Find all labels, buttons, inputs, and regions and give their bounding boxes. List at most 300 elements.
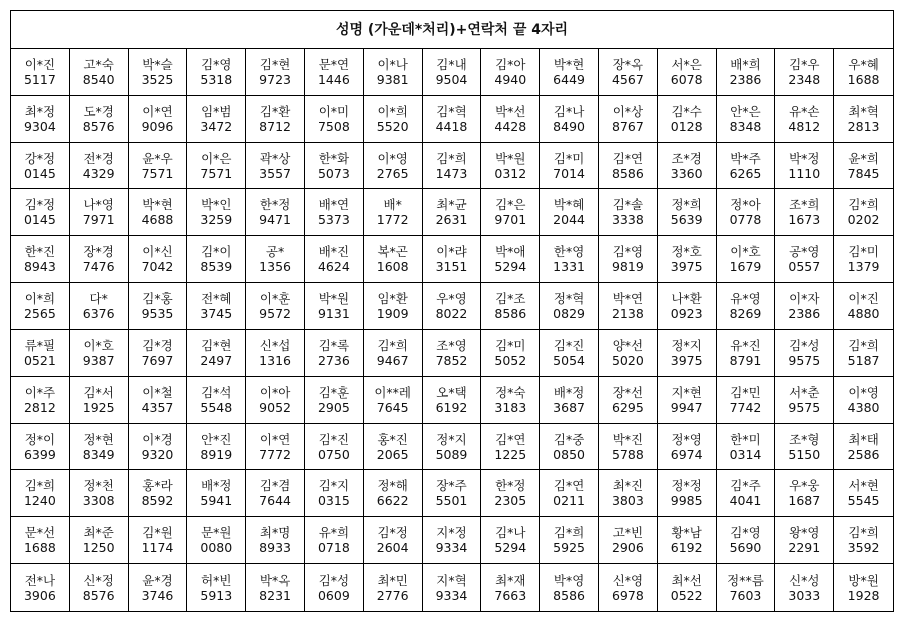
phone-last4: 0718 bbox=[317, 540, 350, 556]
masked-name: 김*정 bbox=[377, 525, 408, 541]
masked-name: 김*성 bbox=[789, 337, 820, 353]
phone-last4: 7042 bbox=[141, 259, 174, 275]
masked-name: 이*희 bbox=[377, 103, 408, 119]
table-cell bbox=[481, 283, 540, 330]
phone-last4: 4812 bbox=[788, 118, 821, 134]
table-cell bbox=[11, 236, 70, 283]
phone-last4: 1772 bbox=[376, 212, 409, 228]
phone-last4: 5073 bbox=[317, 165, 350, 181]
table-cell bbox=[540, 564, 599, 611]
table-cell bbox=[187, 564, 246, 611]
phone-last4: 0145 bbox=[23, 212, 56, 228]
table-cell bbox=[423, 189, 482, 236]
table-cell bbox=[540, 330, 599, 377]
table-cell bbox=[658, 470, 717, 517]
masked-name: 김*희 bbox=[848, 197, 879, 213]
masked-name: 김*희 bbox=[848, 525, 879, 541]
masked-name: 이*훈 bbox=[259, 291, 291, 307]
phone-last4: 9334 bbox=[435, 540, 468, 556]
masked-name: 박*주 bbox=[730, 150, 761, 166]
phone-last4: 6265 bbox=[729, 165, 762, 181]
masked-name: 최*진 bbox=[612, 478, 644, 494]
table-cell bbox=[11, 143, 70, 190]
masked-name: 문*선 bbox=[24, 525, 56, 541]
phone-last4: 1174 bbox=[141, 540, 174, 556]
table-cell bbox=[717, 377, 776, 424]
phone-last4: 4357 bbox=[141, 399, 174, 415]
phone-last4: 5548 bbox=[200, 399, 233, 415]
masked-name: 장*주 bbox=[436, 478, 467, 494]
phone-last4: 0522 bbox=[670, 587, 703, 603]
masked-name: 박*옥 bbox=[259, 572, 291, 588]
phone-last4: 9947 bbox=[670, 399, 703, 415]
phone-last4: 1110 bbox=[788, 165, 821, 181]
masked-name: 방*원 bbox=[848, 572, 879, 588]
masked-name: 이*상 bbox=[612, 103, 644, 119]
masked-name: 우*웅 bbox=[789, 478, 820, 494]
phone-last4: 5294 bbox=[494, 540, 527, 556]
masked-name: 신*성 bbox=[789, 572, 820, 588]
phone-last4: 8767 bbox=[611, 118, 644, 134]
phone-last4: 5052 bbox=[494, 352, 527, 368]
table-cell bbox=[717, 330, 776, 377]
masked-name: 배*희 bbox=[730, 56, 761, 72]
table-cell bbox=[364, 517, 423, 564]
phone-last4: 8540 bbox=[82, 71, 115, 87]
table-cell bbox=[717, 49, 776, 96]
table-cell bbox=[540, 143, 599, 190]
masked-name: 정*아 bbox=[730, 197, 761, 213]
masked-name: 전*경 bbox=[83, 150, 114, 166]
phone-last4: 9575 bbox=[788, 399, 821, 415]
phone-last4: 6192 bbox=[670, 540, 703, 556]
table-cell bbox=[658, 96, 717, 143]
masked-name: 박*연 bbox=[612, 291, 644, 307]
masked-name: 김*진 bbox=[318, 431, 350, 447]
masked-name: 박*애 bbox=[495, 244, 526, 260]
table-cell bbox=[305, 283, 364, 330]
phone-last4: 9575 bbox=[788, 352, 821, 368]
table-cell bbox=[599, 424, 658, 471]
table-cell bbox=[717, 424, 776, 471]
masked-name: 박*정 bbox=[789, 150, 820, 166]
masked-name: 김*아 bbox=[495, 56, 526, 72]
masked-name: 이*자 bbox=[789, 291, 820, 307]
table-cell bbox=[834, 564, 893, 611]
table-cell bbox=[129, 470, 188, 517]
table-cell bbox=[834, 517, 893, 564]
masked-name: 김*영 bbox=[612, 244, 644, 260]
table-cell bbox=[70, 330, 129, 377]
phone-last4: 2305 bbox=[494, 493, 527, 509]
phone-last4: 9096 bbox=[141, 118, 174, 134]
phone-last4: 3033 bbox=[788, 587, 821, 603]
table-cell bbox=[658, 517, 717, 564]
table-cell bbox=[599, 377, 658, 424]
phone-last4: 4940 bbox=[494, 71, 527, 87]
phone-last4: 0557 bbox=[788, 259, 821, 275]
masked-name: 김*연 bbox=[553, 478, 585, 494]
phone-last4: 4688 bbox=[141, 212, 174, 228]
table-cell bbox=[246, 517, 305, 564]
table-cell bbox=[423, 377, 482, 424]
table-cell bbox=[834, 96, 893, 143]
masked-name: 최*준 bbox=[83, 525, 114, 541]
phone-last4: 7571 bbox=[200, 165, 233, 181]
masked-name: 박*영 bbox=[553, 572, 585, 588]
phone-last4: 3183 bbox=[494, 399, 527, 415]
phone-last4: 5020 bbox=[611, 352, 644, 368]
table-cell bbox=[834, 283, 893, 330]
contact-grid bbox=[11, 49, 893, 611]
masked-name: 신*영 bbox=[612, 572, 644, 588]
table-cell bbox=[364, 96, 423, 143]
masked-name: 서*현 bbox=[848, 478, 879, 494]
phone-last4: 1379 bbox=[847, 259, 880, 275]
phone-last4: 1446 bbox=[317, 71, 350, 87]
table-cell bbox=[423, 283, 482, 330]
masked-name: 최*선 bbox=[671, 572, 702, 588]
masked-name: 이*영 bbox=[848, 384, 879, 400]
phone-last4: 5545 bbox=[847, 493, 880, 509]
phone-last4: 6399 bbox=[23, 446, 56, 462]
phone-last4: 2065 bbox=[376, 446, 409, 462]
table-cell bbox=[305, 143, 364, 190]
masked-name: 김*미 bbox=[495, 337, 526, 353]
phone-last4: 2044 bbox=[553, 212, 585, 228]
masked-name: 김*경 bbox=[142, 337, 173, 353]
table-cell bbox=[775, 236, 834, 283]
table-cell bbox=[423, 470, 482, 517]
table-cell bbox=[423, 424, 482, 471]
phone-last4: 9467 bbox=[376, 352, 409, 368]
masked-name: 정*현 bbox=[83, 431, 114, 447]
table-cell bbox=[246, 470, 305, 517]
table-cell bbox=[423, 49, 482, 96]
table-cell bbox=[658, 236, 717, 283]
masked-name: 장*옥 bbox=[612, 56, 644, 72]
phone-last4: 3472 bbox=[200, 118, 233, 134]
phone-last4: 5054 bbox=[553, 352, 585, 368]
masked-name: 이*진 bbox=[848, 291, 879, 307]
table-cell bbox=[70, 377, 129, 424]
masked-name: 김*이 bbox=[201, 244, 232, 260]
table-cell bbox=[246, 424, 305, 471]
masked-name: 임*범 bbox=[201, 103, 232, 119]
masked-name: 이*미 bbox=[318, 103, 350, 119]
masked-name: 김*미 bbox=[848, 244, 879, 260]
table-cell bbox=[599, 564, 658, 611]
phone-last4: 7644 bbox=[259, 493, 291, 509]
phone-last4: 0521 bbox=[23, 352, 56, 368]
masked-name: 김*희 bbox=[24, 478, 56, 494]
masked-name: 김*환 bbox=[259, 103, 291, 119]
phone-last4: 8348 bbox=[729, 118, 762, 134]
masked-name: 김*나 bbox=[553, 103, 585, 119]
masked-name: 김*서 bbox=[83, 384, 114, 400]
table-cell bbox=[540, 49, 599, 96]
table-cell bbox=[658, 330, 717, 377]
table-cell bbox=[481, 96, 540, 143]
phone-last4: 4380 bbox=[847, 399, 880, 415]
table-cell bbox=[775, 424, 834, 471]
masked-name: 최*명 bbox=[259, 525, 291, 541]
table-cell bbox=[599, 517, 658, 564]
masked-name: 정*영 bbox=[671, 431, 702, 447]
phone-last4: 3592 bbox=[847, 540, 880, 556]
table-cell bbox=[364, 424, 423, 471]
masked-name: 다* bbox=[89, 291, 108, 307]
table-cell bbox=[658, 143, 717, 190]
masked-name: 김*홍 bbox=[142, 291, 173, 307]
masked-name: 김*현 bbox=[201, 337, 232, 353]
phone-last4: 7971 bbox=[82, 212, 115, 228]
table-cell bbox=[11, 283, 70, 330]
table-cell bbox=[364, 143, 423, 190]
masked-name: 안*은 bbox=[730, 103, 761, 119]
table-cell bbox=[775, 330, 834, 377]
phone-last4: 2765 bbox=[376, 165, 409, 181]
table-cell bbox=[364, 377, 423, 424]
masked-name: 정*천 bbox=[83, 478, 114, 494]
phone-last4: 3745 bbox=[200, 306, 233, 322]
phone-last4: 4880 bbox=[847, 306, 880, 322]
table-cell bbox=[658, 377, 717, 424]
phone-last4: 7663 bbox=[494, 587, 527, 603]
phone-last4: 1356 bbox=[259, 259, 291, 275]
masked-name: 이*아 bbox=[259, 384, 291, 400]
phone-last4: 2586 bbox=[847, 446, 880, 462]
masked-name: 한*화 bbox=[318, 150, 350, 166]
masked-name: 홍*진 bbox=[377, 431, 408, 447]
table-cell bbox=[540, 424, 599, 471]
masked-name: 한*정 bbox=[259, 197, 291, 213]
phone-last4: 6974 bbox=[670, 446, 703, 462]
table-cell bbox=[423, 564, 482, 611]
phone-last4: 5788 bbox=[611, 446, 644, 462]
masked-name: 신*정 bbox=[83, 572, 114, 588]
table-cell bbox=[187, 143, 246, 190]
phone-last4: 2812 bbox=[23, 399, 56, 415]
masked-name: 정*이 bbox=[24, 431, 56, 447]
table-cell bbox=[129, 283, 188, 330]
table-cell bbox=[481, 470, 540, 517]
phone-last4: 0778 bbox=[729, 212, 762, 228]
table-cell bbox=[364, 330, 423, 377]
table-cell bbox=[305, 377, 364, 424]
phone-last4: 7571 bbox=[141, 165, 174, 181]
masked-name: 강*정 bbox=[24, 150, 56, 166]
masked-name: 한*미 bbox=[730, 431, 761, 447]
table-cell bbox=[775, 377, 834, 424]
phone-last4: 5294 bbox=[494, 259, 527, 275]
masked-name: 조*희 bbox=[789, 197, 820, 213]
table-cell bbox=[658, 283, 717, 330]
contact-table bbox=[10, 10, 894, 612]
masked-name: 배*정 bbox=[201, 478, 232, 494]
table-cell bbox=[540, 189, 599, 236]
phone-last4: 5117 bbox=[23, 71, 56, 87]
table-cell bbox=[481, 49, 540, 96]
masked-name: 이*랴 bbox=[436, 244, 467, 260]
masked-name: 이*신 bbox=[142, 244, 173, 260]
masked-name: 김*주 bbox=[730, 478, 761, 494]
phone-last4: 1679 bbox=[729, 259, 762, 275]
masked-name: 조*영 bbox=[436, 337, 467, 353]
table-cell bbox=[775, 470, 834, 517]
table-cell bbox=[70, 424, 129, 471]
phone-last4: 0829 bbox=[553, 306, 585, 322]
table-cell bbox=[11, 377, 70, 424]
phone-last4: 5520 bbox=[376, 118, 409, 134]
table-cell bbox=[305, 236, 364, 283]
masked-name: 조*형 bbox=[789, 431, 820, 447]
phone-last4: 8943 bbox=[23, 259, 56, 275]
table-cell bbox=[187, 96, 246, 143]
masked-name: 안*진 bbox=[201, 431, 232, 447]
phone-last4: 3906 bbox=[23, 587, 56, 603]
table-cell bbox=[246, 283, 305, 330]
table-cell bbox=[246, 49, 305, 96]
table-cell bbox=[775, 143, 834, 190]
masked-name: 지*현 bbox=[671, 384, 702, 400]
table-cell bbox=[717, 517, 776, 564]
masked-name: 배*정 bbox=[553, 384, 585, 400]
phone-last4: 8712 bbox=[259, 118, 291, 134]
phone-last4: 5501 bbox=[435, 493, 468, 509]
phone-last4: 0850 bbox=[553, 446, 585, 462]
phone-last4: 3687 bbox=[553, 399, 585, 415]
table-cell bbox=[11, 330, 70, 377]
masked-name: 김*원 bbox=[142, 525, 173, 541]
masked-name: 최*균 bbox=[436, 197, 467, 213]
phone-last4: 4329 bbox=[82, 165, 115, 181]
phone-last4: 0202 bbox=[847, 212, 880, 228]
masked-name: 박*현 bbox=[142, 197, 173, 213]
table-cell bbox=[364, 470, 423, 517]
phone-last4: 7697 bbox=[141, 352, 174, 368]
table-cell bbox=[775, 283, 834, 330]
table-cell bbox=[423, 330, 482, 377]
phone-last4: 2905 bbox=[317, 399, 350, 415]
phone-last4: 6295 bbox=[611, 399, 644, 415]
masked-name: 이*영 bbox=[377, 150, 408, 166]
phone-last4: 9334 bbox=[435, 587, 468, 603]
masked-name: 김*영 bbox=[201, 56, 232, 72]
masked-name: 박*원 bbox=[318, 291, 350, 307]
masked-name: 윤*우 bbox=[142, 150, 173, 166]
table-cell bbox=[364, 283, 423, 330]
phone-last4: 0211 bbox=[553, 493, 585, 509]
masked-name: 복*곤 bbox=[377, 244, 408, 260]
table-cell bbox=[129, 189, 188, 236]
phone-last4: 7014 bbox=[553, 165, 585, 181]
masked-name: 허*빈 bbox=[201, 572, 232, 588]
masked-name: 류*필 bbox=[24, 337, 56, 353]
masked-name: 유*영 bbox=[730, 291, 761, 307]
phone-last4: 5925 bbox=[553, 540, 585, 556]
phone-last4: 1473 bbox=[435, 165, 468, 181]
phone-last4: 8933 bbox=[259, 540, 291, 556]
phone-last4: 5318 bbox=[200, 71, 233, 87]
phone-last4: 2497 bbox=[200, 352, 233, 368]
masked-name: 김*겸 bbox=[259, 478, 291, 494]
phone-last4: 8490 bbox=[553, 118, 585, 134]
phone-last4: 1225 bbox=[494, 446, 527, 462]
masked-name: 전*혜 bbox=[201, 291, 232, 307]
phone-last4: 6622 bbox=[376, 493, 409, 509]
masked-name: 우*영 bbox=[436, 291, 467, 307]
masked-name: 최*재 bbox=[495, 572, 526, 588]
table-cell bbox=[305, 517, 364, 564]
table-cell bbox=[364, 189, 423, 236]
table-cell bbox=[246, 236, 305, 283]
phone-last4: 9819 bbox=[611, 259, 644, 275]
masked-name: 김*지 bbox=[318, 478, 350, 494]
masked-name: 이*주 bbox=[24, 384, 56, 400]
phone-last4: 2386 bbox=[788, 306, 821, 322]
masked-name: 임*환 bbox=[377, 291, 408, 307]
table-cell bbox=[187, 424, 246, 471]
table-cell bbox=[834, 377, 893, 424]
phone-last4: 9320 bbox=[141, 446, 174, 462]
masked-name: 나*환 bbox=[671, 291, 702, 307]
masked-name: 지*혁 bbox=[436, 572, 467, 588]
phone-last4: 9572 bbox=[259, 306, 291, 322]
table-cell bbox=[540, 377, 599, 424]
phone-last4: 9701 bbox=[494, 212, 527, 228]
table-cell bbox=[70, 96, 129, 143]
table-cell bbox=[481, 236, 540, 283]
table-cell bbox=[834, 49, 893, 96]
masked-name: 김*록 bbox=[318, 337, 350, 353]
masked-name: 김*미 bbox=[553, 150, 585, 166]
masked-name: 김*솔 bbox=[612, 197, 644, 213]
table-cell bbox=[364, 49, 423, 96]
phone-last4: 8791 bbox=[729, 352, 762, 368]
phone-last4: 0923 bbox=[670, 306, 703, 322]
phone-last4: 6078 bbox=[670, 71, 703, 87]
phone-last4: 3308 bbox=[82, 493, 115, 509]
masked-name: 문*원 bbox=[201, 525, 232, 541]
phone-last4: 8539 bbox=[200, 259, 233, 275]
phone-last4: 7645 bbox=[376, 399, 409, 415]
table-cell bbox=[834, 236, 893, 283]
table-cell bbox=[129, 377, 188, 424]
masked-name: 박*슬 bbox=[142, 56, 173, 72]
phone-last4: 4624 bbox=[317, 259, 350, 275]
table-cell bbox=[481, 564, 540, 611]
phone-last4: 0314 bbox=[729, 446, 762, 462]
phone-last4: 1316 bbox=[259, 352, 291, 368]
phone-last4: 5373 bbox=[317, 212, 350, 228]
phone-last4: 7772 bbox=[259, 446, 291, 462]
table-cell bbox=[305, 49, 364, 96]
masked-name: 김*은 bbox=[495, 197, 526, 213]
masked-name: 배* bbox=[383, 197, 402, 213]
phone-last4: 8919 bbox=[200, 446, 233, 462]
masked-name: 서*춘 bbox=[789, 384, 820, 400]
phone-last4: 0080 bbox=[200, 540, 233, 556]
masked-name: 이*호 bbox=[730, 244, 761, 260]
table-cell bbox=[834, 143, 893, 190]
table-cell bbox=[305, 424, 364, 471]
masked-name: 김*나 bbox=[495, 525, 526, 541]
table-cell bbox=[70, 517, 129, 564]
phone-last4: 3259 bbox=[200, 212, 233, 228]
phone-last4: 2348 bbox=[788, 71, 821, 87]
phone-last4: 8586 bbox=[494, 306, 527, 322]
